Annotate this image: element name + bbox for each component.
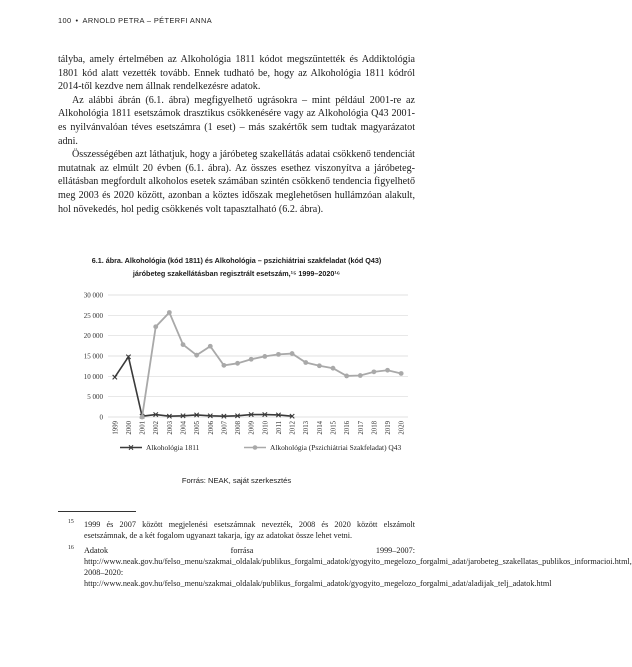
x-tick-label: 2011 [275, 421, 283, 435]
figure-caption-line-1: 6.1. ábra. Alkohológia (kód 1811) és Alkohológia – pszichiátriai szakfeladat (kód Q43) [91, 256, 382, 265]
footnote-text: 1999 és 2007 között megjelenési esetszámnak nevezték, 2008 és 2020 között elszámolt esetszámnak, de a két fogalom ugyanazt takarja, így az adatokat össze lehet vetni. [84, 520, 415, 541]
figure-caption-line-2: járóbeteg szakellátásban regisztrált esetszám,¹⁵ 1999–2020¹⁶ [132, 269, 341, 278]
x-tick-label: 2002 [153, 421, 161, 435]
data-point [331, 366, 336, 371]
y-tick-label: 10 000 [83, 372, 103, 381]
data-point [399, 371, 404, 376]
data-point [181, 342, 186, 347]
data-point [290, 351, 295, 356]
header-separator: • [75, 16, 79, 25]
x-tick-label: 2005 [194, 421, 202, 435]
series-line [115, 357, 292, 416]
footnote-number: 16 [68, 544, 74, 551]
footnote-number: 15 [68, 519, 74, 525]
data-point [262, 354, 267, 359]
y-tick-label: 30 000 [83, 291, 103, 300]
x-tick-label: 2019 [385, 421, 393, 435]
data-point [194, 353, 199, 358]
data-point [235, 361, 240, 366]
x-tick-label: 2008 [235, 421, 243, 435]
data-point [249, 357, 254, 362]
x-tick-label: 2012 [289, 421, 297, 435]
legend-label: Alkohológia 1811 [146, 443, 200, 452]
paragraph: Összességében azt láthatjuk, hogy a járóbeteg szakellátás adatai csökkenő tendenciát mutatnak az elmúlt 20 évben (6.1. ábra). Az összes esethez viszonyítva a járóbeteg-ellátásban megfordult alkoholos esetek számában szintén csökkenő tendencia figyelhető meg 2003 és 2020 között, azonban a köztes időszak meglehetősen hullámzóan alakult, hol növekedés, hol pedig csökkenés volt tapasztalható (6.2. ábra). [58, 149, 415, 215]
x-tick-label: 2001 [139, 421, 147, 435]
body-text [58, 53, 415, 216]
x-tick-label: 2016 [344, 421, 352, 435]
footnote-text: Adatok forrása 1999–2007: http://www.neak.gov.hu/felso_menu/szakmai_oldalak/publikus_forgalmi_adatok/gyogyito_megelozo_forgalmi_adat/jarobeteg_szakellatas_publikos_informacioi.html, 2008–2020: http://www.neak.gov.hu/felso_menu/szakmai_oldalak/publikus_forgalmi_adatok/gyogyito_megelozo_forgalmi_adat/aladijak_telj_adatok.html [84, 545, 632, 589]
data-point [385, 368, 390, 373]
figure-source: Forrás: NEAK, saját szerkesztés [181, 476, 292, 485]
y-tick-label: 5 000 [87, 393, 103, 402]
data-point [358, 373, 363, 378]
data-point [140, 415, 145, 420]
page-number: 100 [58, 16, 72, 25]
x-tick-label: 2010 [262, 421, 270, 435]
footnote-divider [58, 511, 136, 512]
footnotes [58, 519, 632, 593]
x-tick-label: 2004 [180, 421, 188, 435]
y-tick-label: 25 000 [83, 311, 103, 320]
running-header [58, 16, 212, 25]
legend-marker [253, 445, 258, 450]
data-point [167, 310, 172, 315]
y-tick-label: 20 000 [83, 332, 103, 341]
x-tick-label: 2018 [371, 421, 379, 435]
series-line [142, 312, 401, 417]
footnote [58, 544, 632, 590]
x-tick-label: 2009 [248, 421, 256, 435]
data-point [113, 375, 117, 379]
line-chart [58, 287, 415, 457]
paragraph: Az alábbi ábrán (6.1. ábra) megfigyelhető ugrásokra – mint például 2001-re az Alkohológia 1811 esetszámok drasztikus csökkenésére vagy az Alkohológia Q43 2001-es nyilvánvalóan téves esetszámra (1 eset) – más szakértők sem tudtak magyarázatot adni. [58, 94, 415, 147]
x-tick-label: 2003 [166, 421, 174, 435]
y-tick-label: 15 000 [83, 352, 103, 361]
paragraph: tályba, amely értelmében az Alkohológia 1811 kódot megszüntették és Addiktológia 1801 kód alatt vezették tovább. Ennek tudható be, hogy az Alkohológia 1811 kódról 2014-től kezdve nem állnak rendelkezésre adatok. [58, 54, 415, 93]
x-tick-label: 2013 [303, 421, 311, 435]
chart [58, 287, 415, 457]
data-point [208, 344, 213, 349]
footnote [58, 519, 415, 542]
legend-label: Alkohológia (Pszichiátriai Szakfeladat) Q43 [270, 443, 402, 452]
data-point [222, 363, 227, 368]
data-point [303, 360, 308, 365]
x-tick-label: 2006 [207, 421, 215, 435]
data-point [372, 369, 377, 374]
running-header-authors: ARNOLD PETRA – PÉTERFI ANNA [82, 16, 213, 25]
data-point [317, 363, 322, 368]
data-point [153, 324, 158, 329]
x-tick-label: 1999 [112, 421, 120, 435]
x-tick-label: 2014 [316, 421, 324, 435]
data-point [276, 352, 281, 357]
data-point [344, 374, 349, 379]
y-tick-label: 0 [99, 413, 103, 422]
x-tick-label: 2007 [221, 421, 229, 435]
x-tick-label: 2020 [398, 421, 406, 435]
x-tick-label: 2000 [125, 421, 133, 435]
x-tick-label: 2017 [357, 421, 365, 435]
x-tick-label: 2015 [330, 421, 338, 435]
